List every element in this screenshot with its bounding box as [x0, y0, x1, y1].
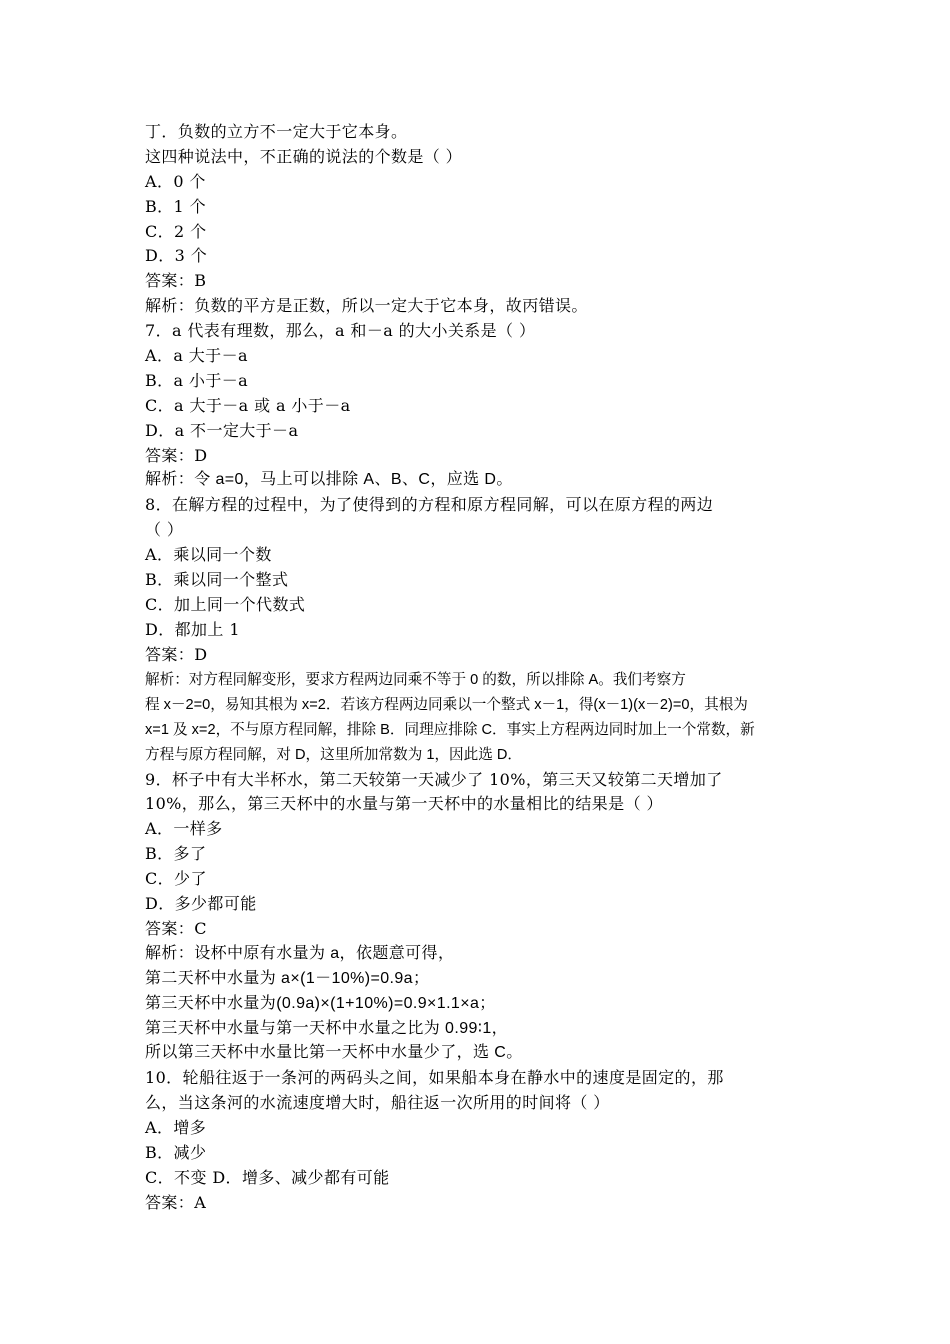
question-10-title: 10．轮船往返于一条河的两码头之间，如果船本身在静水中的速度是固定的，那	[145, 1068, 724, 1088]
answer-line: 答案：A	[145, 1192, 207, 1212]
question-9-title-cont: 10%，那么，第三天杯中的水量与第一天杯中的水量相比的结果是（ ）	[145, 794, 663, 814]
explanation-line: 第三天杯中水量与第一天杯中水量之比为 0.99∶1，	[145, 1019, 509, 1037]
explanation-line: 第三天杯中水量为(0.9a)×(1+10%)=0.9×1.1×a；	[145, 994, 496, 1012]
option-b: B．多了	[145, 844, 207, 864]
explanation-line: 解析：令 a=0，马上可以排除 A、B、C，应选 D。	[145, 471, 513, 489]
explanation-line: 方程与原方程同解，对 D，这里所加常数为 1，因此选 D．	[145, 746, 523, 763]
question-9-title: 9．杯子中有大半杯水，第二天较第一天减少了 10%，第三天又较第二天增加了	[145, 769, 723, 789]
answer-line: 答案：D	[145, 644, 208, 664]
answer-line: 答案：B	[145, 271, 207, 291]
option-d: D．多少都可能	[145, 894, 257, 914]
option-d: D．都加上 1	[145, 619, 240, 639]
option-b: B．减少	[145, 1142, 207, 1162]
document-page	[145, 120, 815, 1216]
answer-line: 答案：C	[145, 918, 207, 938]
option-b: B．a 小于－a	[145, 370, 249, 390]
question-10-title-cont: 么，当这条河的水流速度增大时，船往返一次所用的时间将（ ）	[145, 1093, 610, 1113]
question-7-title: 7．a 代表有理数，那么，a 和－a 的大小关系是（ ）	[145, 321, 536, 341]
option-a: A．一样多	[145, 819, 223, 839]
option-a: A．a 大于－a	[145, 346, 248, 366]
explanation-line: 程 x－2=0，易知其根为 x=2．若该方程两边同乘以一个整式 x－1，得(x－1)(x－2)=0，其根为	[145, 696, 748, 713]
option-c: C．加上同一个代数式	[145, 594, 306, 614]
option-c-d: C．不变 D．增多、减少都有可能	[145, 1167, 390, 1187]
question-prompt: 这四种说法中，不正确的说法的个数是（ ）	[145, 146, 463, 166]
explanation-line: 第二天杯中水量为 a×(1－10%)=0.9a；	[145, 969, 430, 987]
explanation-line: x=1 及 x=2，不与原方程同解，排除 B．同理应排除 C．事实上方程两边同时加上一个常数，新	[145, 721, 755, 738]
explanation-line: 所以第三天杯中水量比第一天杯中水量少了，选 C。	[145, 1044, 523, 1062]
question-8-title: 8．在解方程的过程中，为了使得到的方程和原方程同解，可以在原方程的两边	[145, 495, 714, 515]
option-b: B．1 个	[145, 196, 207, 216]
option-b: B．乘以同一个整式	[145, 570, 289, 590]
question-8-title-cont: （ ）	[145, 520, 184, 540]
explanation-line: 解析：对方程同解变形，要求方程两边同乘不等于 0 的数，所以排除 A。我们考察方	[145, 671, 686, 688]
explanation-line: 解析：设杯中原有水量为 a，依题意可得，	[145, 944, 455, 962]
option-c: C．少了	[145, 869, 207, 889]
answer-line: 答案：D	[145, 445, 208, 465]
option-a: A．乘以同一个数	[145, 545, 272, 565]
option-d: D．3 个	[145, 246, 208, 266]
option-c: C．a 大于－a 或 a 小于－a	[145, 395, 351, 415]
option-c: C．2 个	[145, 221, 207, 241]
option-a: A．0 个	[145, 171, 206, 191]
option-d: D．a 不一定大于－a	[145, 420, 299, 440]
option-a: A．增多	[145, 1118, 207, 1138]
explanation-line: 解析：负数的平方是正数，所以一定大于它本身，故丙错误。	[145, 296, 588, 316]
text-line: 丁．负数的立方不一定大于它本身。	[145, 122, 408, 141]
